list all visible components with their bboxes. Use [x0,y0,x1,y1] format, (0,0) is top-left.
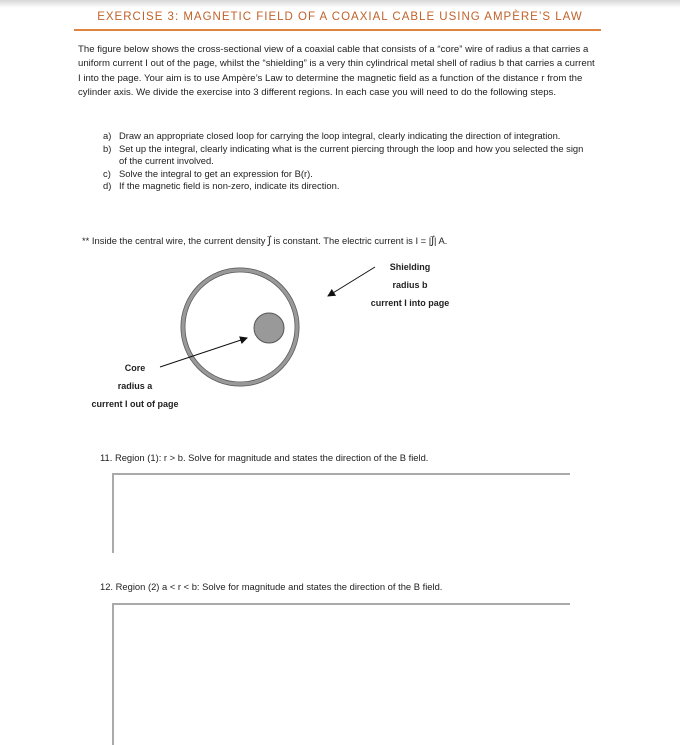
step-text: Draw an appropriate closed loop for carrying the loop integral, clearly indicating the direction of integration. [119,130,561,141]
step-label: c) [103,167,111,179]
current-density-note: ** Inside the central wire, the current density J⃗ is constant. The electric current is I = |J⃗| A. [82,235,448,246]
shielding-radius: radius b [392,280,428,290]
core-current: current I out of page [91,399,179,409]
shielding-current: current I into page [370,298,450,308]
intro-paragraph: The figure below shows the cross-sectional view of a coaxial cable that consists of a “core” wire of radius a that carries a uniform current I out of the page, whilst the “shielding” is a very thin cylindrical metal shell of radius b that carries a current I into the page. Your aim is to use Ampère’s Law to determine the magnetic field as a function of the distance r from the cylinder axis. We divide the exercise into 3 different regions. In each case you will need to do the following steps. [78,44,595,98]
core-label [82,359,188,413]
core-circle [254,313,284,343]
step-label: d) [103,180,112,192]
step-text: Set up the integral, clearly indicating what is the current piercing through the loop and how you selected the sign of the current involved. [119,142,584,167]
question-12: 12. Region (2) a < r < b: Solve for magnitude and states the direction of the B field. [100,581,443,592]
core-radius: radius a [117,381,153,391]
step-label: a) [103,130,112,141]
core-title: Core [124,363,146,373]
step-label: b) [103,142,112,154]
shielding-label [360,258,460,312]
step-text: Solve the integral to get an expression for B(r). [119,167,313,179]
shielding-title: Shielding [389,262,431,272]
answer-box-11[interactable] [112,473,570,553]
exercise-title: EXERCISE 3: MAGNETIC FIELD OF A COAXIAL CABLE USING AMPÈRE’S LAW [97,11,583,23]
answer-box-12[interactable] [112,603,570,745]
step-text: If the magnetic field is non-zero, indicate its direction. [119,180,340,192]
question-11: 11. Region (1): r > b. Solve for magnitude and states the direction of the B field. [100,452,429,463]
